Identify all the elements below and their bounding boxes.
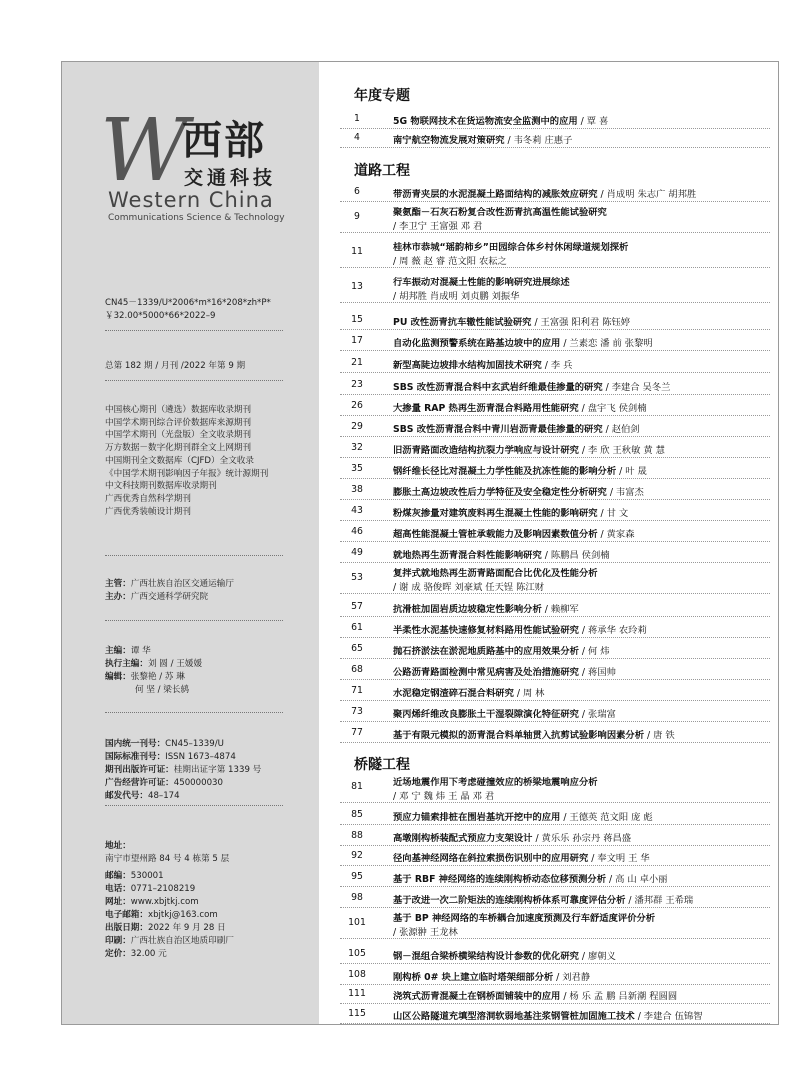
toc-authors: / 王富强 阳利君 陈钰婷 [534,317,631,328]
divider [105,380,283,381]
toc-line [393,988,677,1002]
toc-entry[interactable] [340,727,770,740]
toc-authors: / 李卫宁 王富强 邓 君 [393,221,483,232]
exec-label: 执行主编： [105,659,148,669]
index-item: 中文科技期刊数据库收录期刊 [105,481,217,492]
editor-value-2: 何 坚 / 梁长鸫 [135,685,190,695]
toc-line [393,113,608,127]
toc-page-number: 111 [348,988,366,999]
index-item: 中国学术期刊综合评价数据库来源期刊 [105,417,252,428]
toc-page-number: 101 [348,917,366,928]
toc-entry[interactable] [340,132,770,145]
toc-entry[interactable] [340,379,770,392]
toc-page-number: 61 [351,622,363,633]
toc-entry[interactable] [340,969,770,982]
toc-page-number: 71 [351,685,363,696]
toc-authors: / 盘宇飞 侯剑楠 [581,403,647,414]
toc-entry[interactable] [340,204,770,230]
toc-separator [340,938,770,939]
address-label: 地址： [105,841,131,851]
index-item: 广西优秀自然科学期刊 [105,493,191,504]
toc-separator [340,907,770,908]
toc-page-number: 88 [351,830,363,841]
toc-line [393,357,572,371]
toc-title: 带沥青夹层的水泥混凝土路面结构的减胀效应研究 [393,189,598,200]
toc-authors: / 甘 文 [600,508,629,519]
divider [105,330,283,331]
toc-entry[interactable] [340,871,770,884]
toc-authors: / 周 林 [516,688,545,699]
toc-entry[interactable] [340,442,770,455]
toc-entry[interactable] [340,830,770,843]
contact-label: 邮编： [105,871,131,881]
toc-separator [340,1003,770,1004]
contact-value: www.xbjtkj.com [130,897,199,907]
toc-authors: / 韦富杰 [609,487,644,498]
code-line-1: CN45－1339/U*2006*m*16*208*zh*P* [105,298,271,308]
toc-title: 钢－混组合梁桥横梁结构设计参数的优化研究 [393,951,579,962]
toc-title: 旧沥青路面改造结构抗裂力学响应与设计研究 [393,445,579,456]
toc-title: 基于 RBF 神经网络的连续刚构桥动态位移预测分析 [393,874,607,885]
toc-page-number: 77 [351,727,363,738]
toc-entry[interactable] [340,706,770,719]
toc-entry[interactable] [340,892,770,905]
pub-line [105,764,261,776]
toc-title: 刚构桥 0# 块上建立临时塔架细部分析 [393,972,554,983]
toc-page-number: 53 [351,572,363,583]
toc-entry[interactable] [340,643,770,656]
toc-page-number: 15 [351,314,363,325]
toc-title: PU 改性沥青抗车辙性能试验研究 [393,317,532,328]
toc-separator [340,742,770,743]
toc-page-number: 95 [351,871,363,882]
toc-title: 复拌式就地热再生沥青路面配合比优化及性能分析 [393,568,598,579]
toc-separator [340,372,770,373]
toc-entry[interactable] [340,335,770,348]
index-item: 中国期刊全文数据库（CJFD）全文收录 [105,455,255,466]
host-value: 广西交通科学研究院 [130,592,209,602]
toc-authors: / 覃 喜 [580,116,609,127]
contact-line [105,883,195,895]
index-item: 《中国学术期刊影响因子年报》统计源期刊 [105,468,269,479]
pub-label: 广告经营许可证： [105,778,174,788]
toc-authors: / 兰素恋 潘 前 张黎明 [563,338,653,349]
toc-authors: / 谢 成 骆俊晖 刘豪斌 任天锃 陈江财 [393,582,545,593]
toc-authors: / 赖柳军 [544,604,579,615]
toc-title: 5G 物联网技术在货运物流安全监测中的应用 [393,116,578,127]
toc-entry[interactable] [340,948,770,961]
toc-separator [340,865,770,866]
toc-page-number: 57 [351,601,363,612]
divider [105,805,283,806]
editor-line [105,671,185,683]
toc-line [393,1008,703,1022]
toc-entry[interactable] [340,400,770,413]
toc-separator [340,232,770,233]
toc-separator [340,541,770,542]
toc-entry[interactable] [340,1008,770,1021]
toc-authors: / 李建合 伍锦智 [637,1011,703,1022]
toc-title: 浇筑式沥青混凝土在钢桥面铺装中的应用 [393,991,561,1002]
toc-page-number: 68 [351,664,363,675]
toc-title: 大掺量 RAP 热再生沥青混合料路用性能研究 [393,403,579,414]
toc-line [393,186,696,200]
toc-title: 基于有限元模拟的沥青混合料单轴贯入抗剪试验影响因素分析 [393,730,645,741]
toc-separator [340,593,770,594]
editor-label: 编辑： [105,672,131,682]
chief-value: 谭 华 [130,646,151,656]
toc-entry[interactable] [340,565,770,591]
toc-separator [340,302,770,303]
toc-authors: / 王德英 范文阳 庞 彪 [563,812,653,823]
contact-label: 定价： [105,949,131,959]
toc-authors: / 张源翀 王龙林 [393,927,458,938]
toc-line [393,622,647,636]
toc-separator [340,721,770,722]
toc-line [393,421,640,435]
toc-title: 基于 BP 神经网络的车桥耦合加速度预测及行车舒适度评价分析 [393,913,656,924]
toc-line [393,706,616,720]
toc-separator [340,637,770,638]
toc-separator [340,267,770,268]
toc-title: 预应力锚索排桩在围岩基坑开挖中的应用 [393,812,561,823]
toc-separator [340,147,770,148]
toc-authors: / 蒋国帅 [581,667,616,678]
sponsor-line [105,578,234,590]
toc-title: SBS 改性沥青混合料中青川岩沥青最佳掺量的研究 [393,424,603,435]
toc-line [393,871,667,885]
logo-en-sub: Communications Science & Technology [108,213,285,223]
toc-separator [340,963,770,964]
toc-title: 行车振动对混凝土性能的影响研究进展综述 [393,277,570,288]
toc-page-number: 23 [351,379,363,390]
toc-authors: / 韦冬莉 庄惠子 [507,135,573,146]
toc-authors: / 李建合 吴冬兰 [605,382,671,393]
toc-separator [340,984,770,985]
exec-value: 刘 圆 / 王媛媛 [147,659,203,669]
contact-label: 电话： [105,884,131,894]
toc-authors: / 杨 乐 孟 鹏 吕新潮 程圆圆 [563,991,678,1002]
toc-authors: / 李 欣 王秋敏 黄 慧 [581,445,665,456]
toc-page-number: 35 [351,463,363,474]
toc-separator [340,845,770,846]
editor-value-1: 张黎艳 / 苏 琳 [130,672,185,682]
toc-authors: / 唐 铁 [647,730,675,741]
contact-line [105,909,218,921]
address-value: 南宁市望州路 84 号 4 栋第 5 层 [105,854,230,864]
toc-title: 抛石挤淤法在淤泥地质路基中的应用效果分析 [393,646,579,657]
toc-title: 近场地震作用下考虑碰撞效应的桥梁地震响应分析 [393,777,598,788]
toc-page-number: 26 [351,400,363,411]
pub-value: ISSN 1673–4874 [165,752,236,762]
toc-separator [340,802,770,803]
toc-line [393,314,630,328]
sponsor-label: 主管： [105,579,131,589]
contact-label: 电子邮箱： [105,910,148,920]
toc-entry[interactable] [340,274,770,300]
toc-title: 聚氨酯－石灰石粉复合改性沥青抗高温性能试验研究 [393,207,607,218]
toc-entry[interactable] [340,850,770,863]
toc-authors: / 黄乐乐 孙宗丹 蒋昌盛 [535,833,632,844]
toc-page-number: 73 [351,706,363,717]
logo-cn-sub: 交通科技 [184,167,277,189]
contact-value: 530001 [130,871,164,881]
toc-line [393,601,579,615]
toc-line [393,850,650,864]
toc-page-number: 92 [351,850,363,861]
index-item: 中国学术期刊（光盘版）全文收录期刊 [105,430,252,441]
toc-authors: / 周 薇 赵 睿 范文阳 农耘之 [393,256,507,267]
contact-label: 网址： [105,897,131,907]
contact-line [105,935,234,947]
toc-entry[interactable] [340,463,770,476]
toc-entry[interactable] [340,314,770,327]
toc-entry[interactable] [340,910,770,936]
contact-value: 32.00 元 [130,949,167,959]
toc-entry[interactable] [340,547,770,560]
toc-entry[interactable] [340,357,770,370]
toc-authors: / 胡邦胜 肖成明 刘贞鹏 刘振华 [393,291,520,302]
toc-line [393,809,653,823]
toc-page-number: 9 [354,211,360,222]
index-item: 广西优秀装帧设计期刊 [105,506,191,517]
toc-title: 超高性能混凝土管桩承载能力及影响因素数值分析 [393,529,598,540]
host-label: 主办： [105,592,131,602]
contact-value: 0771–2108219 [130,884,196,894]
pub-label: 国内统一刊号： [105,739,166,749]
toc-line [393,727,675,741]
toc-separator [340,350,770,351]
toc-entry[interactable] [340,685,770,698]
toc-page-number: 98 [351,892,363,903]
logo-en-name: Western China [108,188,274,212]
contact-line [105,922,226,934]
toc-page-number: 6 [354,186,360,197]
chief-label: 主编： [105,646,131,656]
toc-title: 桂林市恭城“瑶韵柿乡”田园综合体乡村休闲绿道规划探析 [393,242,629,253]
pub-line [105,790,180,802]
contact-line [105,896,199,908]
toc-page-number: 85 [351,809,363,820]
pub-line [105,777,223,789]
toc-title: 半柔性水泥基快速修复材料路用性能试验研究 [393,625,579,636]
toc-separator [340,886,770,887]
contact-label: 出版日期： [105,923,148,933]
toc-page-number: 46 [351,526,363,537]
index-item: 万方数据－数字化期刊群全文上网期刊 [105,443,252,454]
toc-line [393,664,616,678]
toc-authors: / 李 兵 [544,360,573,371]
pub-label: 期刊出版许可证： [105,765,174,775]
toc-authors: / 蒋承华 农玲莉 [581,625,647,636]
toc-entry[interactable] [340,774,770,800]
contact-label: 印刷： [105,936,131,946]
toc-page-number: 108 [348,969,366,980]
pub-value: 48–174 [147,791,180,801]
toc-page-number: 17 [351,335,363,346]
toc-authors: / 陈鹏昌 侯剑楠 [544,550,610,561]
toc-authors: / 赵伯剑 [605,424,640,435]
section-heading: 桥隧工程 [354,757,410,773]
pub-value: CN45–1339/U [165,739,224,749]
toc-authors: / 何 炜 [581,646,610,657]
toc-title: 自动化监测预警系统在路基边坡中的应用 [393,338,561,349]
toc-entry[interactable] [340,664,770,677]
toc-separator [340,616,770,617]
toc-entry[interactable] [340,505,770,518]
toc-title: 粉煤灰掺量对建筑废料再生混凝土性能的影响研究 [393,508,598,519]
toc-title: 公路沥青路面检测中常见病害及处治措施研究 [393,667,579,678]
toc-authors: / 叶 晟 [619,466,647,477]
toc-line [393,969,590,983]
toc-title: 水泥稳定钢渣碎石混合料研究 [393,688,514,699]
toc-title: SBS 改性沥青混合料中玄武岩纤维最佳掺量的研究 [393,382,603,393]
toc-page-number: 29 [351,421,363,432]
toc-separator [340,329,770,330]
toc-title: 钢纤维长径比对混凝土力学性能及抗冻性能的影响分析 [393,466,617,477]
toc-page-number: 115 [348,1008,366,1019]
toc-authors: / 邓 宁 魏 炜 王 晶 邓 君 [393,791,495,802]
contact-line [105,870,164,882]
toc-page-number: 4 [354,132,360,143]
toc-separator [340,415,770,416]
toc-title: 聚丙烯纤维改良膨胀土干湿裂隙演化特征研究 [393,709,579,720]
toc-page-number: 65 [351,643,363,654]
toc-page-number: 32 [351,442,363,453]
divider [105,712,283,713]
toc-line [393,484,644,498]
pub-value: 450000030 [173,778,223,788]
toc-title: 径向基神经网络在斜拉索损伤识别中的应用研究 [393,853,589,864]
toc-authors: / 刘君静 [556,972,591,983]
toc-page-number: 13 [351,281,363,292]
toc-authors: / 奉文明 王 华 [591,853,650,864]
toc-line [393,379,670,393]
toc-page-number: 21 [351,357,363,368]
pub-value: 桂期出证字第 1339 号 [173,765,262,775]
toc-authors: / 黄家森 [600,529,635,540]
toc-title: 南宁航空物流发展对策研究 [393,135,505,146]
toc-page-number: 105 [348,948,366,959]
toc-entry[interactable] [340,484,770,497]
code-line-2: ￥32.00*5000*66*2022–9 [105,311,216,321]
issue-info: 总第 182 期 / 月刊 /2022 年第 9 期 [105,361,246,371]
logo-mark: W [100,101,183,201]
exec-line [105,658,202,670]
toc-page-number: 49 [351,547,363,558]
section-heading: 道路工程 [354,163,410,179]
toc-line [393,526,635,540]
toc-page-number: 1 [354,113,360,124]
toc-separator [340,128,770,129]
toc-page-number: 43 [351,505,363,516]
contact-value: 广西壮族自治区地质印刷厂 [130,936,234,946]
chief-line [105,645,151,657]
toc-authors: / 肖成明 朱志广 胡邦胜 [600,189,697,200]
toc-line [393,948,616,962]
toc-separator [340,520,770,521]
toc-entry[interactable] [340,601,770,614]
toc-separator [340,436,770,437]
toc-line [393,643,610,657]
toc-entry[interactable] [340,421,770,434]
contact-value: xbjtkj@163.com [147,910,218,920]
toc-page-number: 81 [351,781,363,792]
logo-cn-name: 西部 [182,118,266,164]
toc-separator [340,679,770,680]
section-heading: 年度专题 [354,88,410,104]
toc-title: 抗滑桩加固岩质边坡稳定性影响分析 [393,604,542,615]
toc-separator [340,1023,770,1024]
host-line [105,591,208,603]
toc-title: 山区公路隧道充填型溶洞软弱地基注浆钢管桩加固施工技术 [393,1011,635,1022]
toc-separator [340,499,770,500]
toc-title: 膨胀土高边坡改性后力学特征及安全稳定性分析研究 [393,487,607,498]
toc-page-number: 38 [351,484,363,495]
toc-line [393,400,647,414]
toc-line [393,463,647,477]
toc-line [393,335,653,349]
divider [105,555,283,556]
toc-line [393,892,693,906]
divider [105,620,283,621]
pub-label: 邮发代号： [105,791,148,801]
sponsor-value: 广西壮族自治区交通运输厅 [130,579,234,589]
pub-line [105,751,236,763]
toc-title: 高墩刚构桥装配式预应力支架设计 [393,833,533,844]
journal-logo [100,101,300,223]
toc-title: 基于改进一次二阶矩法的连续刚构桥体系可靠度评估分析 [393,895,626,906]
toc-authors: / 廖朝义 [581,951,616,962]
toc-separator [340,658,770,659]
toc-page-number: 11 [351,246,363,257]
toc-separator [340,394,770,395]
pub-line [105,738,224,750]
toc-line [393,505,628,519]
toc-entry[interactable] [340,809,770,822]
toc-entry[interactable] [340,622,770,635]
toc-entry[interactable] [340,113,770,126]
toc-separator [340,824,770,825]
contact-line [105,948,167,960]
index-item: 中国核心期刊（遴选）数据库收录期刊 [105,405,252,415]
toc-authors: / 张瑞富 [581,709,616,720]
toc-entry[interactable] [340,988,770,1001]
toc-title: 新型高陡边坡排水结构加固技术研究 [393,360,542,371]
contact-value: 2022 年 9 月 28 日 [147,923,226,933]
toc-separator [340,478,770,479]
toc-separator [340,700,770,701]
toc-line [393,132,572,146]
toc-line [393,442,665,456]
toc-line [393,685,544,699]
toc-authors: / 高 山 卓小丽 [608,874,668,885]
toc-line [393,830,631,844]
toc-entry[interactable] [340,526,770,539]
toc-line [393,547,610,561]
toc-entry[interactable] [340,239,770,265]
toc-separator [340,201,770,202]
toc-authors: / 潘邦群 王希瑞 [628,895,694,906]
toc-separator [340,457,770,458]
toc-title: 就地热再生沥青混合料性能影响研究 [393,550,542,561]
pub-label: 国际标准刊号： [105,752,166,762]
toc-entry[interactable] [340,186,770,199]
toc-separator [340,562,770,563]
